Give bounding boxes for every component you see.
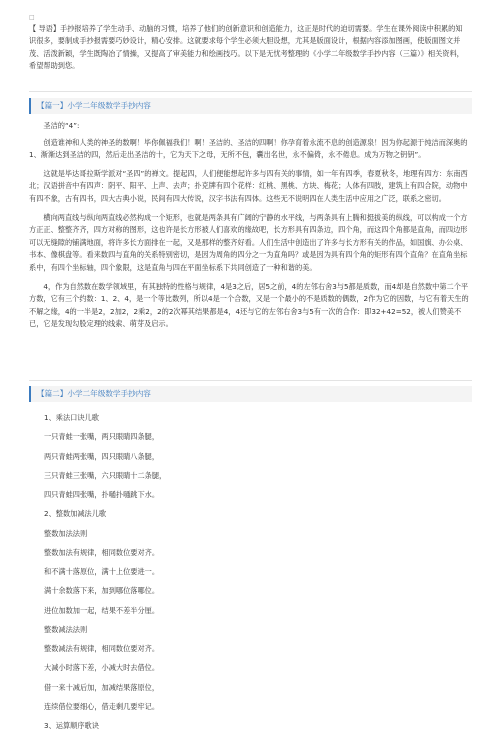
paragraph: 4，作为自然数在数学领域里，有其独特的性格与规律，4是3之后，居5之前，4的左邻右舍3与5都是质数，而4却是自然数中第二个平方数，它有三个约数：1、2、4，是一个等比数列，所以4是一个合数，又是一个最小的不是质数的偶数，2作为它的因数，与它有着天生的不解之缘，4的一半是2，2加2，2乘2，2的2次幂其结果都是4，4还与它的左邻右舍3与5有一次的合作：即32+42=52，被人们赞美不已，它是发现勾股定理的线索、萌芽及启示。 <box>29 281 469 329</box>
section-title: 【篇一】小学二年级数学手抄内容 <box>37 101 151 110</box>
list-item: 1、乘法口诀儿歌 <box>44 413 99 422</box>
list-item: 整数加法法则 <box>44 528 88 538</box>
list-item: 四只青蛙四张嘴，扑嗵扑嗵跳下水。 <box>44 490 160 499</box>
list-item: 进位加数加一起，结果不差半分厘。 <box>44 605 160 615</box>
list-item: 整数减法有规律，相同数位要对齐。 <box>44 644 160 653</box>
section-1-body <box>29 120 472 331</box>
divider <box>29 380 472 381</box>
list-item: 大减小时落下差，小减大时去借位。 <box>44 663 160 673</box>
section-heading-1 <box>29 98 472 114</box>
guide-text: 手抄报培养了学生动手、动脑的习惯，培养了他们的创新意识和创造能力，这正是时代的迫切需要。学生在课外阅读中积累的知识很多，要制成手抄报需要巧妙设计，精心安排。这就要求每个学生必须大胆设想，尤其是版面设计，根据内容添加图画，使版面图文并茂、活泼新颖，学生既陶冶了情操，又提高了审美能力和绘画技巧。以下是无忧考整理的《小学二年级数学手抄内容（三篇）》相关资料，希望帮助到您。 <box>29 24 464 71</box>
list-item: 满十余数落下来，加到哪位落哪位。 <box>44 586 160 596</box>
divider <box>29 91 472 92</box>
corner-mark: □ <box>29 14 35 21</box>
section-title: 【篇二】小学二年级数学手抄内容 <box>37 389 151 398</box>
section-heading-2 <box>29 386 472 402</box>
list-item: 两只青蛙两张嘴，四只眼睛八条腿， <box>44 451 160 461</box>
guide-paragraph <box>29 23 469 73</box>
paragraph: 横向两直线与纵向两直线必然构成一个矩形，也就是两条具有广阔的宁静的水平线，与两条具有上腾和挺拔美的纵线，可以构成一个方方正正、整整齐齐，四方对称的图形，这也许是长方形被人们喜欢的缘故吧，长方形具有四条边，四个角，而这四个角都是直角，而四边形可以无缝隙的铺满地面，将许多长方面排在一起，又是那样的整齐好看。人们生活中创造出了许多与长方形有关的作品，如国旗、办公桌、书本、像棋盘等。看来数四与直角的关系特别密切，是因为周角的四分之一为直角吗？或是因为具有四个角的矩形有四个直角？在直角坐标系中，有四个坐标轴，四个象限，这是直角与四在平面坐标系下共同创造了一种和谐的美。 <box>29 212 468 272</box>
paragraph: 这就是毕达哥拉斯学派对“圣四”的禅文。提起四，人们便能想起许多与四有关的事情，如一年有四季，春夏秋冬，地理有四方：东南西北；汉语拼音中有四声：阴平、阳平、上声、去声；扑克牌有四个花样：红桃、黑桃、方块、梅花；人体有四肢，建筑上有四合院，动物中有四不象，古有四书，四大古典小说，民间有四大传说，汉字书法有四体。这些无不说明四在人类生活中应用之广泛，联系之密切。 <box>29 168 468 203</box>
list-item: 整数加法有规律，相同数位要对齐。 <box>44 547 160 557</box>
paragraph: 创造谁神和人类的神圣的数啊！毕你佩福我们！啊！圣洁的、圣洁的四啊！你孕育着永流不息的创造源泉！因为你起源于纯洁而深奥的1、渐渐达到圣洁的四，然后走出圣洁的十，它为天下之母，无所不包，囊出名世，永不偏倚，永不倦息。成为万物之钥钥”。 <box>29 137 468 160</box>
guide-tag: 【 导语】 <box>29 24 61 33</box>
list-item: 借一来十减后加，加减结果落原位， <box>44 682 160 692</box>
list-item: 2、整数加减法儿歌 <box>44 509 107 519</box>
section-2-list <box>44 408 464 735</box>
list-item: 整数减法法则 <box>44 624 88 634</box>
list-item: 连续借位要细心，借走剩几要牢记。 <box>44 701 160 711</box>
list-item: 一只青蛙一张嘴，两只眼睛四条腿， <box>44 432 160 442</box>
list-item: 三只青蛙三张嘴，六只眼睛十二条腿， <box>44 470 167 480</box>
list-item: 和不满十落原位，满十上位要进一。 <box>44 567 160 576</box>
paragraph: 圣洁的“4”: <box>43 121 80 130</box>
list-item: 3、运算顺序歌诀 <box>44 721 99 730</box>
